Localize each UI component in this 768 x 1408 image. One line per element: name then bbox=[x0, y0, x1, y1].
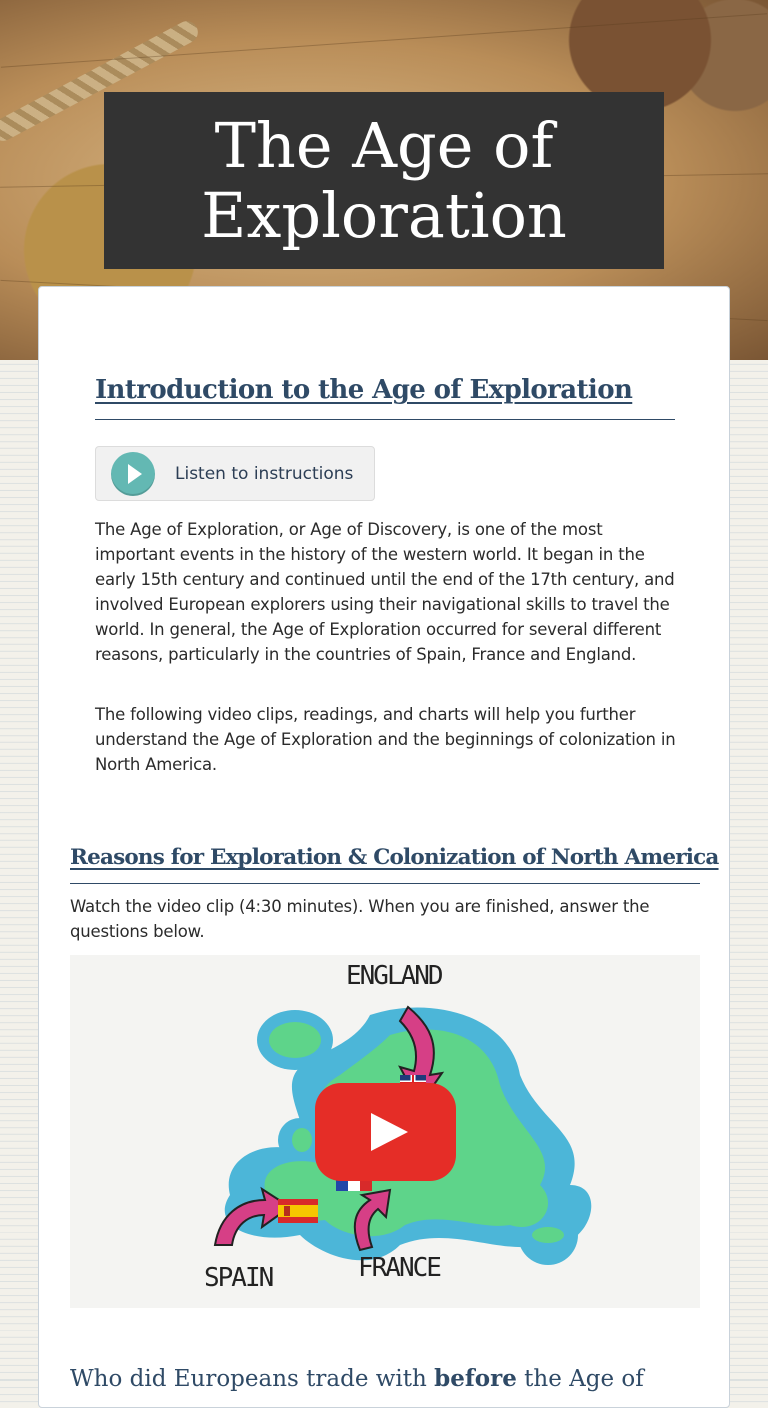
label-france: FRANCE bbox=[358, 1253, 440, 1283]
question-suffix: the Age of bbox=[516, 1366, 644, 1392]
question-1 bbox=[70, 1365, 644, 1392]
label-spain: SPAIN bbox=[204, 1263, 273, 1293]
youtube-play-icon[interactable] bbox=[315, 1083, 456, 1181]
question-prefix: Who did Europeans trade with bbox=[70, 1366, 435, 1392]
video-player[interactable] bbox=[70, 955, 700, 1308]
worksheet-card bbox=[38, 286, 730, 1408]
intro-paragraph-2: The following video clips, readings, and charts will help you further understand the Age of Exploration and the beginnings of colonization in North America. bbox=[95, 705, 676, 774]
map-line bbox=[1, 13, 767, 68]
label-england: ENGLAND bbox=[346, 961, 442, 991]
intro-divider bbox=[95, 419, 675, 420]
page-title bbox=[201, 108, 567, 252]
video-instructions: Watch the video clip (4:30 minutes). When you are finished, answer the questions below. bbox=[70, 897, 650, 941]
play-icon bbox=[111, 452, 155, 496]
reasons-heading: Reasons for Exploration & Colonization of North America bbox=[70, 845, 719, 870]
title-line-2: Exploration bbox=[201, 178, 567, 252]
listen-instructions-button[interactable] bbox=[95, 446, 375, 501]
title-box bbox=[104, 92, 664, 269]
intro-heading: Introduction to the Age of Exploration bbox=[95, 375, 633, 405]
listen-label: Listen to instructions bbox=[175, 464, 354, 484]
flag-spain-icon bbox=[278, 1199, 318, 1223]
question-bold: before bbox=[434, 1365, 517, 1392]
title-line-1: The Age of bbox=[214, 108, 554, 182]
intro-paragraph-1: The Age of Exploration, or Age of Discovery, is one of the most important events in the history of the western world. It began in the early 15th century and continued until the end of the 17th century, and involved European explorers using their navigational skills to travel the world. In general, the Age of Exploration occurred for several different reasons, particularly in the countries of Spain, France and England. bbox=[95, 520, 675, 664]
reasons-divider bbox=[70, 883, 700, 884]
